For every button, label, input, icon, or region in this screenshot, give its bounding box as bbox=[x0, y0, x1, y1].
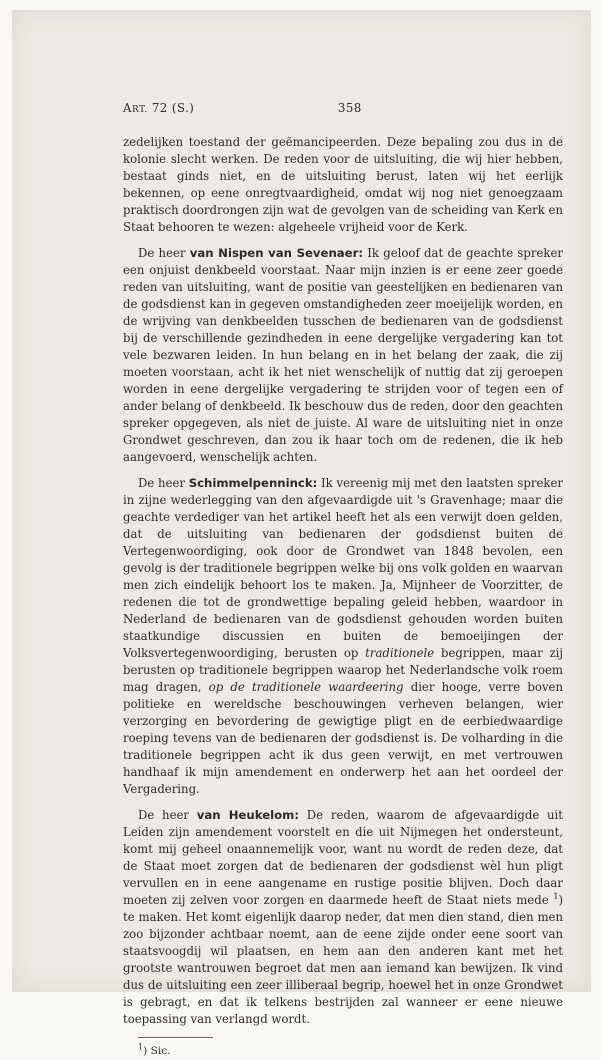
running-head bbox=[123, 100, 563, 117]
speaker-name: Schimmelpenninck: bbox=[188, 476, 318, 490]
speaker-name: van Heukelom: bbox=[196, 808, 300, 822]
paragraph-van-heukelom: De heer van Heukelom: De reden, waarom de afgevaardigde uit Leiden zijn amendement voorstelt en die uit Nijmegen het ondersteunt, komt mij geheel onaannemelijk voor, want nu wordt de reden deze, dat de Staat moet zorgen dat de bedienaren der godsdienst wèl hun pligt vervullen en in eene aangename en rustige positie blijven. Doch daar moeten zij zelven voor zorgen en daarmede heeft de Staat niets mede $^1$) te maken. Het komt eigenlijk daarop neder, dat men dien stand, dien men zoo bijzonder achtbaar noemt, aan de eene zijde onder eene soort van staatsvoogdij wil plaatsen, en hem aan den anderen kant met het grootste wantrouwen begroet dat men aan iemand kan bewijzen. Ik vind dus de uitsluiting een zeer illiberaal begrip, hoewel het in onze Grondwet is gebragt, en dat ik telkens bestrijden zal wanneer er eene nieuwe toepassing van verlangd wordt. bbox=[123, 808, 563, 1026]
footnote-divider bbox=[138, 1037, 213, 1038]
book-page bbox=[12, 10, 591, 1057]
paragraph-continuation: zedelijken toestand der geëmancipeerden. Deze bepaling zou dus in de kolonie slecht werken. De reden voor de uitsluiting, die wij hier hebben, bestaat ginds niet, en de uitsluiting berust, laten wij het eerlijk bekennen, op eene onregtvaardigheid, omdat wij nog niet genoegzaam praktisch doordrongen zijn wat de gevolgen van de scheiding van Kerk en Staat behooren te wezen: algeheele vrijheid voor de Kerk. bbox=[123, 135, 563, 234]
section-reference: ART. 72 (S.) bbox=[123, 101, 195, 115]
speaker-name: van Nispen van Sevenaer: bbox=[189, 246, 364, 260]
footnote: $^1$) Sic. bbox=[138, 1042, 171, 1057]
paragraph-schimmelpenninck: De heer Schimmelpenninck: Ik vereenig mij met den laatsten spreker in zijne wederlegging van den afgevaardigde uit 's Gravenhage; maar die geachte verdediger van het artikel heeft het als een verwijt doen gelden, dat de uitsluiting van bedienaren der godsdienst buiten de Vertegenwoordiging, ook door de Grondwet van 1848 bevolen, een gevolg is der traditionele begrippen welke bij ons volk golden en waarvan men zich eindelijk behoort los te maken. Ja, Mijnheer de Voorzitter, de redenen die tot de grondwettige bepaling geleid hebben, waardoor in Nederland de bedienaren van de godsdienst gehouden worden buiten staatkundige discussien en buiten de bemoeijingen der Volksvertegenwoordiging, berusten op traditionele begrippen, maar zij berusten op traditionele begrippen waarop het Nederlandsche volk roem mag dragen, op de traditionele waardeering dier hooge, verre boven politieke en wereldsche beschouwingen verheven belangen, wier verzorging en bevordering de gewigtige pligt en de eerbiedwaardige roeping tevens van de bedienaren der godsdienst is. De volharding in die traditionele begrippen acht ik dus geen verwijt, en met vertrouwen handhaaf ik mijn amendement en onderwerp het aan het oordeel der Vergadering. bbox=[123, 476, 563, 796]
page-number: 358 bbox=[338, 101, 362, 115]
footnote-reference: 1 bbox=[553, 892, 559, 902]
page-content bbox=[123, 100, 563, 1060]
paragraph-van-nispen: De heer van Nispen van Sevenaer: Ik geloof dat de geachte spreker een onjuist denkbeeld voorstaat. Naar mijn inzien is er eene zeer goede reden van uitsluiting, want de positie van geestelijken en bedienaren van de godsdienst kan in gegeven omstandigheden zeer moeijelijk worden, en de wrijving van denkbeelden tusschen de bedienaren van de godsdienst bij de verschillende gezindheden in eene dergelijke vergadering kan tot vele bezwaren leiden. In hun belang en in het belang der zaak, die zij moeten voorstaan, acht ik het niet wenschelijk of nuttig dat zij geroepen worden in eene dergelijke vergadering te strijden voor of tegen een of ander belang of denkbeeld. Ik beschouw dus de reden, door den geachten spreker opgegeven, als niet de juiste. Al ware de uitsluiting niet in onze Grondwet geschreven, dan zou ik haar toch om de redenen, die ik heb aangevoerd, wenschelijk achten. bbox=[123, 246, 564, 464]
